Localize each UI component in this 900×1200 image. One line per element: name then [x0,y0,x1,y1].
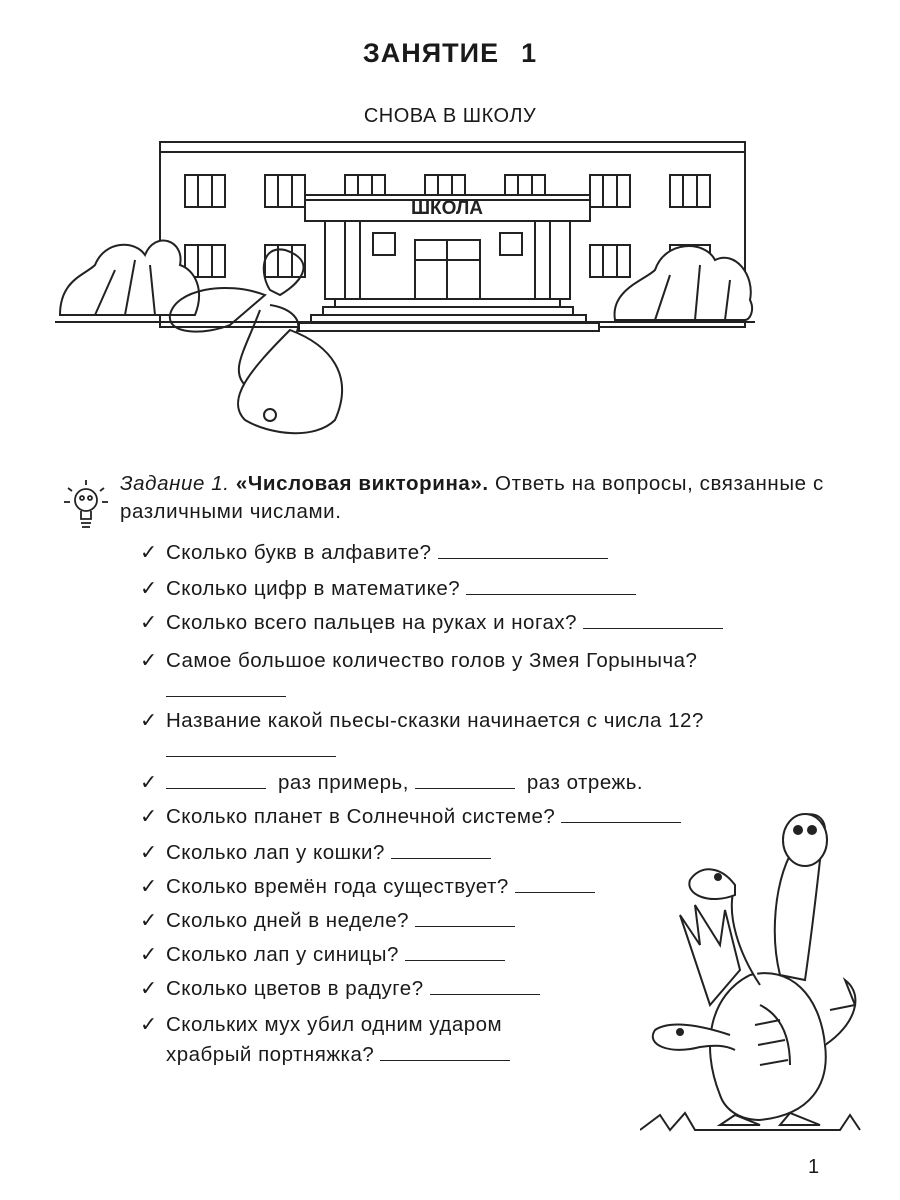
answer-line[interactable] [166,770,266,789]
answer-line[interactable] [415,770,515,789]
task-instruction: Ответь на вопросы, связанные с различными числами. [120,472,824,523]
check-icon: ✓ [140,1013,158,1036]
check-icon: ✓ [140,977,158,1000]
page-number: 1 [808,1156,820,1178]
question-12: ✓ Сколько цветов в радуге? [140,974,860,1004]
answer-line[interactable] [415,908,515,927]
answer-line[interactable] [438,540,608,559]
check-icon: ✓ [140,805,158,828]
question-1: ✓ Сколько букв в алфавите? [140,538,860,568]
answer-line[interactable] [166,678,286,697]
question-7: ✓ Сколько планет в Солнечной системе? [140,802,860,832]
lesson-number: 1 [521,38,538,68]
check-icon: ✓ [140,649,158,672]
answer-line[interactable] [583,610,723,629]
task-intro [120,470,840,526]
answer-line[interactable] [391,840,491,859]
lesson-subtitle: СНОВА В ШКОЛУ [363,105,537,127]
answer-line[interactable] [466,576,636,595]
answer-line[interactable] [515,874,595,893]
question-11: ✓ Сколько лап у синицы? [140,940,860,970]
check-icon: ✓ [140,875,158,898]
question-6: ✓ раз примерь, раз отрежь. [140,768,860,798]
dragon-illustration [640,795,880,1135]
check-icon: ✓ [140,841,158,864]
check-icon: ✓ [140,577,158,600]
answer-line[interactable] [405,942,505,961]
answer-line[interactable] [430,976,540,995]
check-icon: ✓ [140,771,158,794]
lesson-label: ЗАНЯТИЕ [362,38,500,68]
lightbulb-icon [62,478,110,536]
answer-line[interactable] [166,738,336,757]
question-8: ✓ Сколько лап у кошки? [140,838,860,868]
school-sign: ШКОЛА [410,198,484,219]
question-13: ✓ Скольких мух убил одним ударом храбрый портняжка? [140,1010,860,1070]
check-icon: ✓ [140,909,158,932]
task-name: «Числовая викторина». [235,472,489,495]
answer-line[interactable] [380,1042,510,1061]
question-4: ✓ Самое большое количество голов у Змея Горыныча? [140,646,860,706]
lesson-title [0,38,900,69]
check-icon: ✓ [140,709,158,732]
check-icon: ✓ [140,943,158,966]
task-label: Задание 1. [120,472,230,495]
question-3: ✓ Сколько всего пальцев на руках и ногах? [140,608,860,638]
check-icon: ✓ [140,541,158,564]
question-2: ✓ Сколько цифр в математике? [140,574,860,604]
question-9: ✓ Сколько времён года существует? [140,872,860,902]
question-5: ✓ Название какой пьесы-сказки начинается с числа 12? [140,706,860,766]
check-icon: ✓ [140,611,158,634]
school-illustration [55,130,755,470]
question-10: ✓ Сколько дней в неделе? [140,906,860,936]
